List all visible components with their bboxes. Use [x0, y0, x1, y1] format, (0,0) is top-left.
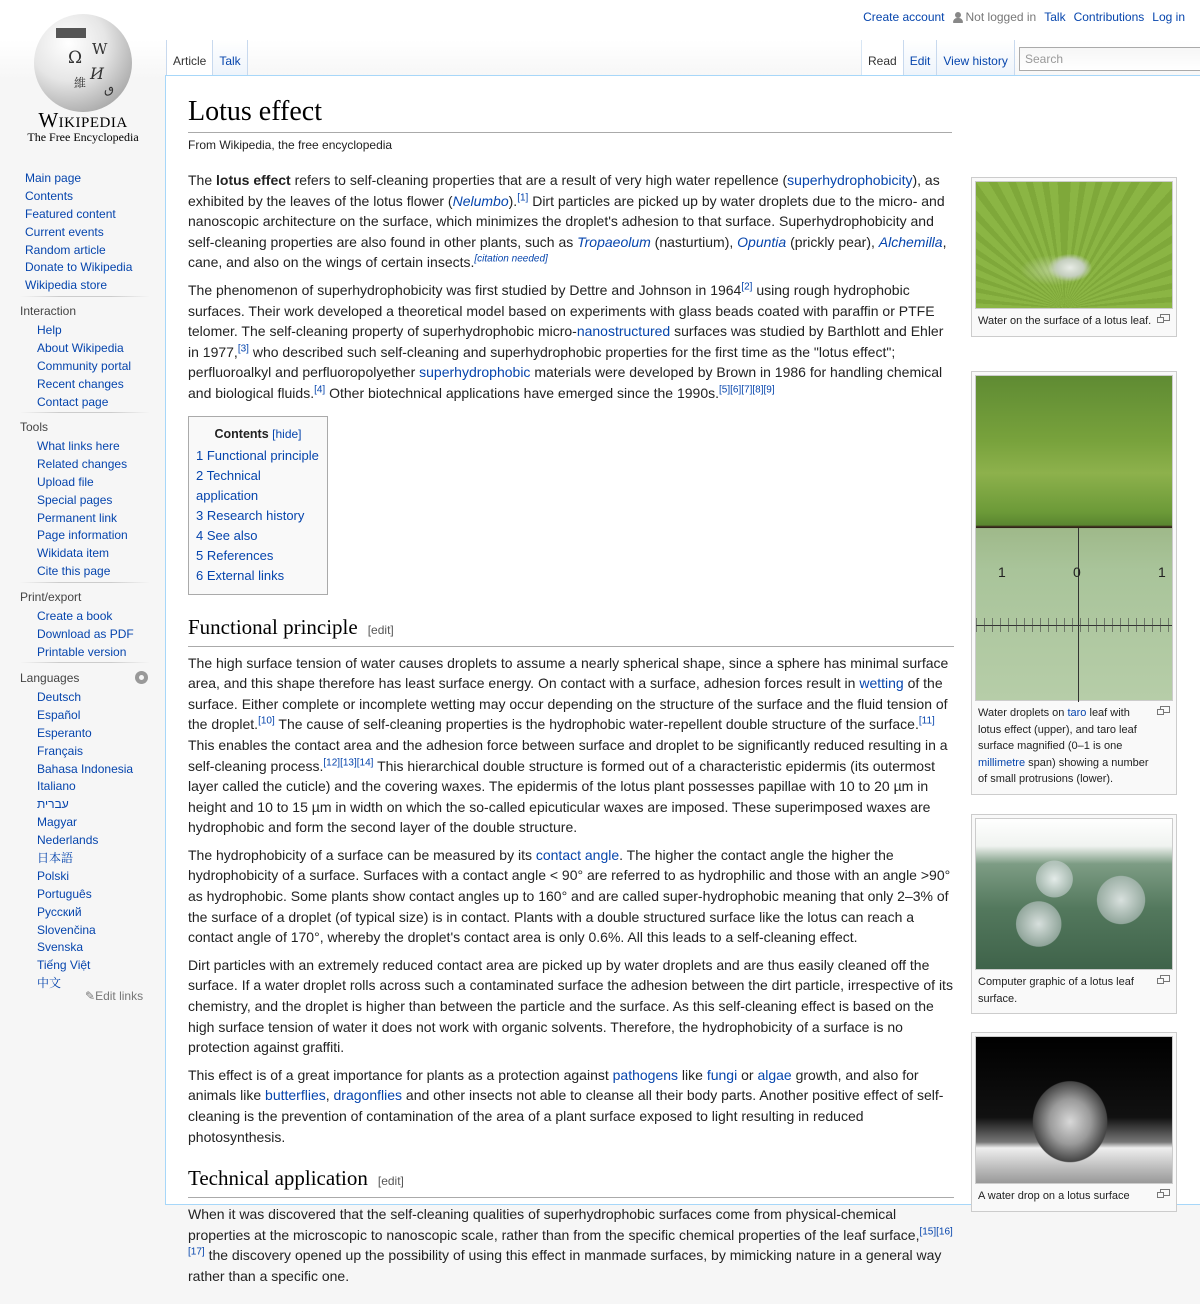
toc-link[interactable]: 6 External links	[196, 567, 285, 583]
citation-link[interactable]: [2]	[741, 281, 753, 293]
inline-link[interactable]: superhydrophobicity	[787, 172, 913, 188]
page-title: Lotus effect	[188, 94, 952, 133]
caption-text	[978, 976, 1134, 1005]
sidebar-interaction	[0, 304, 166, 411]
language-item-link[interactable]: Français	[37, 743, 84, 758]
language-item-link[interactable]: Polski	[37, 868, 70, 883]
text-run: leaf with lotus effect (upper), and taro leaf surface magnified (0–1 is one	[978, 707, 1137, 752]
sidebar-print-export	[0, 590, 166, 662]
sidebar-item-link[interactable]: Wikidata item	[37, 546, 110, 561]
citation-ref	[258, 716, 275, 727]
inline-link[interactable]: millimetre	[978, 756, 1026, 769]
language-item	[37, 868, 166, 886]
sidebar-item-link[interactable]: Page information	[37, 528, 128, 543]
sidebar-item-link[interactable]: Printable version	[37, 644, 127, 659]
language-item	[37, 814, 166, 832]
paragraph	[188, 170, 954, 273]
sidebar-item	[37, 644, 166, 662]
paragraph	[188, 653, 954, 838]
language-item-link[interactable]: עברית	[37, 797, 69, 812]
section-heading	[188, 613, 954, 647]
caption-text	[978, 1190, 1130, 1202]
citation-link[interactable]: [15][16][17]	[188, 1226, 953, 1258]
sidebar-item	[37, 510, 166, 528]
toc-item	[196, 546, 320, 566]
inline-link[interactable]: pathogens	[612, 1066, 679, 1083]
sidebar-item	[25, 259, 166, 277]
paragraph	[188, 280, 954, 404]
text-run: (prickly pear),	[786, 233, 879, 250]
scale-vertical-line	[1078, 528, 1079, 702]
sidebar-divider	[20, 662, 150, 663]
paragraph	[188, 1204, 954, 1286]
toc-link[interactable]: 5 References	[196, 547, 274, 563]
language-item-link[interactable]: Bahasa Indonesia	[37, 761, 134, 776]
inline-link[interactable]: fungi	[706, 1066, 738, 1083]
text-run: The cause of self-cleaning properties is the hydrophobic water-repellent double structure of the surface.	[274, 716, 919, 733]
enlarge-icon[interactable]	[1157, 314, 1169, 323]
inline-link[interactable]: Alchemilla	[878, 233, 943, 250]
sidebar-languages	[0, 671, 166, 993]
not-logged-in-label: Not logged in	[965, 10, 1037, 24]
citation-ref	[238, 343, 249, 354]
language-item-link[interactable]: Español	[37, 707, 81, 722]
inline-link[interactable]: dragonflies	[333, 1087, 403, 1104]
article-body	[188, 170, 954, 1304]
edit-links[interactable]	[85, 989, 143, 1003]
enlarge-icon[interactable]	[1157, 1189, 1169, 1198]
text-run: materials were developed by Brown in 1986 for handling chemical and biological fluids.	[188, 364, 943, 401]
language-item-link[interactable]: Svenska	[37, 940, 84, 955]
sidebar-item-link[interactable]: Create a book	[37, 609, 113, 623]
log-in-link[interactable]: Log in	[1152, 10, 1185, 24]
sidebar-item-link[interactable]: Cite this page	[37, 564, 111, 579]
text-run: A water drop on a lotus surface	[978, 1190, 1130, 1202]
text-run: , cane, and also on the wings of certain insects.	[188, 233, 947, 271]
citation-link[interactable]: [10]	[258, 715, 275, 727]
toc-heading: Contents	[214, 426, 269, 441]
citation-link[interactable]: [5][6][7][8][9]	[719, 384, 775, 396]
sidebar-item-link[interactable]: Donate to Wikipedia	[25, 260, 133, 275]
thumbnail-caption	[975, 309, 1173, 333]
water-drop-image[interactable]	[975, 1036, 1173, 1184]
thumbnail-water-drop	[971, 1032, 1177, 1212]
citation-ref	[517, 192, 528, 203]
toc-title	[196, 424, 320, 444]
text-run: Dirt particles are picked up by water droplets due to the micro- and nanoscopic architecture on the surface, which minimizes the droplet's adhesion to that surface. Superhydrophobicity and self-cleaning properties are also found in other plants, such as	[188, 192, 945, 250]
sidebar-item-link[interactable]: Contact page	[37, 394, 109, 409]
language-item	[37, 743, 166, 761]
text-run: The high surface tension of water causes droplets to assume a nearly spherical shape, since a sphere has minimal surface area, and this shape therefore has least surface energy. On contact with a surface, adhesion forces result in	[188, 654, 949, 692]
language-item	[37, 725, 166, 743]
tab-talk[interactable]: Talk	[213, 40, 247, 75]
citation-link[interactable]: [3]	[237, 343, 249, 355]
citation-ref	[719, 384, 775, 395]
sidebar-item	[37, 626, 166, 644]
citation-link[interactable]: [11]	[918, 715, 935, 727]
inline-link[interactable]: contact angle	[535, 846, 620, 863]
tab-read[interactable]: Read	[861, 40, 904, 75]
text-run: The hydrophobicity of a surface can be measured by its	[188, 846, 536, 863]
text-run: growth, and also for animals like	[188, 1066, 919, 1104]
language-item-link[interactable]: Deutsch	[37, 690, 82, 704]
not-logged-in-status	[953, 10, 1037, 24]
sidebar-item	[37, 527, 166, 545]
text-run: who described such self-cleaning and superhydrophobic properties for the first time as the "lotus effect"; perfluoroalkyl and perfluoropolyether	[188, 343, 896, 381]
sidebar-item-link[interactable]: Wikipedia store	[25, 278, 108, 293]
text-run: using rough hydrophobic surfaces. Their work developed a theoretical model based on experiments with glass beads coated with paraffin or PTFE telomer. The self-cleaning property of superhydrophobic micro-	[188, 281, 935, 340]
sidebar-item-link[interactable]: Featured content	[25, 206, 116, 221]
sidebar-item-link[interactable]: Upload file	[37, 474, 94, 489]
toc-link[interactable]: 4 See also	[196, 527, 258, 543]
namespace-tabs	[166, 40, 248, 75]
tab-edit[interactable]: Edit	[904, 40, 938, 75]
sidebar-item	[37, 376, 166, 394]
paragraph	[188, 1065, 954, 1147]
scale-label: 0	[1073, 564, 1081, 580]
language-settings-gear-icon[interactable]	[135, 671, 148, 684]
sidebar-item	[25, 170, 166, 188]
toc-link[interactable]: 2 Technical application	[196, 467, 261, 503]
language-item	[37, 778, 166, 796]
sidebar-item	[37, 492, 166, 510]
language-item-link[interactable]: Italiano	[37, 779, 76, 794]
sidebar-item	[25, 224, 166, 242]
text-run: ), as exhibited by the leaves of the lotus flower (	[188, 172, 940, 209]
thumbnail-lotus-leaf	[971, 177, 1177, 337]
text-run: or	[737, 1066, 758, 1083]
text-run: The	[188, 172, 217, 188]
view-tabs	[861, 40, 1015, 75]
lotus-surface-graphic-image[interactable]	[975, 818, 1173, 970]
sidebar-item	[37, 358, 166, 376]
toc-item	[196, 566, 320, 586]
text-run: When it was discovered that the self-cleaning qualities of superhydrophobic surfaces come from physical-chemical properties at the microscopic to nanoscopic scale, rather than from the specific chemical properties of the leaf surface,	[188, 1206, 920, 1243]
print-export-heading: Print/export	[20, 590, 82, 604]
sidebar-item	[37, 340, 166, 358]
puzzle-globe-icon: Ω W И 維 ٯ	[34, 14, 132, 112]
sidebar-item-link[interactable]: Special pages	[37, 492, 113, 507]
language-item	[37, 957, 166, 975]
thumbnail-computer-graphic	[971, 814, 1177, 1014]
site-tagline: From Wikipedia, the free encyclopedia	[188, 138, 393, 152]
sidebar-divider	[20, 296, 150, 297]
language-item-link[interactable]: Tiếng Việt	[37, 958, 91, 973]
contributions-link[interactable]: Contributions	[1073, 10, 1145, 24]
tools-heading: Tools	[20, 420, 49, 434]
language-item	[37, 761, 166, 779]
sidebar-item	[25, 242, 166, 260]
languages-heading: Languages	[20, 671, 80, 685]
text-run: Other biotechnical applications have emerged since the 1990s.	[325, 384, 720, 401]
toc-item	[196, 446, 320, 466]
pencil-icon: ✎	[85, 989, 96, 1003]
language-item-link[interactable]: 中文	[37, 976, 62, 991]
sidebar-item	[37, 322, 166, 340]
sidebar-item	[37, 608, 166, 626]
sidebar-item-link[interactable]: What links here	[37, 439, 120, 453]
sidebar-item	[37, 563, 166, 581]
lotus-leaf-water-image[interactable]	[975, 181, 1173, 309]
sidebar-item-link[interactable]: Community portal	[37, 358, 132, 373]
sidebar-item-link[interactable]: Current events	[25, 224, 104, 239]
sidebar-divider	[20, 412, 150, 413]
language-item-link[interactable]: Magyar	[37, 815, 78, 830]
language-item	[37, 904, 166, 922]
paragraph	[188, 955, 954, 1058]
sidebar-item-link[interactable]: Main page	[25, 171, 82, 185]
sidebar-item	[25, 277, 166, 295]
enlarge-icon[interactable]	[1157, 975, 1169, 984]
language-item-link[interactable]: Slovenčina	[37, 922, 96, 937]
text-run: Water droplets on	[978, 707, 1068, 719]
user-icon	[953, 12, 963, 23]
toc-link[interactable]: 1 Functional principle	[196, 447, 319, 463]
toc-hide-toggle[interactable]: [hide]	[272, 426, 302, 441]
language-item-link[interactable]: Português	[37, 886, 92, 901]
toc-item	[196, 466, 320, 506]
text-run: Computer graphic of a lotus leaf surface.	[978, 976, 1134, 1005]
thumbnail-caption	[975, 970, 1173, 1010]
inline-link[interactable]: taro	[1067, 707, 1087, 719]
citation-link[interactable]: [4]	[314, 384, 326, 396]
edit-links-label: Edit links	[95, 989, 144, 1003]
inline-link[interactable]: wetting	[859, 675, 904, 692]
text-run: and other insects not able to cleanse all their body parts. Another positive effect of self-cleaning is the prevention of contamination of the area of a plant surface exposed to light resulting in reduced photosynthesis.	[188, 1087, 944, 1145]
sidebar-item-link[interactable]: Help	[37, 323, 62, 337]
caption-text	[978, 707, 1149, 785]
sidebar-navigation	[0, 170, 166, 295]
sidebar-tools	[0, 420, 166, 581]
logo-wordmark: Wikipedia	[38, 108, 128, 132]
scale-label: 1	[998, 564, 1006, 580]
text-run: This enables the contact area and the adhesion force between surface and droplet to be significantly reduced resulting in a self-cleaning process.	[188, 736, 948, 774]
sidebar-item-link[interactable]: Related changes	[37, 456, 128, 471]
sidebar-item-link[interactable]: Random article	[25, 242, 106, 257]
logo-tagline: The Free Encyclopedia	[27, 130, 139, 144]
text-run: (nasturtium),	[650, 233, 738, 250]
search-input[interactable]	[1019, 47, 1200, 71]
inline-link[interactable]: Nelumbo	[452, 192, 509, 209]
caption-text	[978, 315, 1151, 327]
text-run: . The higher the contact angle the higher the hydrophobicity of a surface. Surfaces with a contact angle < 90° are referred to as hydrophilic and those with an angle >90° as hydrophobic. Some plants show contact angles up to 160° and are called super-hydrophobic meaning that only 2–3% of the surface of a droplet (of typical size) is in contact. Plants with a double structured surface like the lotus can reach a contact angle of 170°, whereby the droplet's contact area is only 0.6%. All this leads to a self-cleaning effect.	[188, 846, 951, 946]
text-run: surfaces was studied by Barthlott and Ehler in 1977,	[188, 323, 944, 360]
text-run: of the surface. Either complete or incomplete wetting may occur depending on the structure of the surface and the fluid tension of the droplet.	[188, 675, 948, 733]
text-run: the discovery opened up the possibility of using this effect in manmade surfaces, by mimicking nature in a general way rather than a specific one.	[188, 1247, 942, 1284]
text-run: Dirt particles with an extremely reduced contact area are picked up by water droplets and are thus easily cleaned off the surface. If a water droplet rolls across such a contaminated surface the adhesion between the dirt particle, irrespective of its chemistry, and the droplet is higher than between the particle and the surface. As this self-cleaning effect is based on the high surface tension of water it does not work with organic solvents. Therefore, the hydrophobicity of a surface is no protection against graffiti.	[188, 956, 953, 1056]
inline-link[interactable]: superhydrophobic	[419, 364, 531, 381]
toc-link[interactable]: 3 Research history	[196, 507, 305, 523]
sidebar-item	[25, 188, 166, 206]
citation-ref	[741, 281, 752, 292]
interaction-heading: Interaction	[20, 304, 77, 318]
sidebar-item-link[interactable]: Contents	[25, 188, 74, 203]
text-run: The phenomenon of superhydrophobicity was first studied by Dettre and Johnson in 1964	[188, 281, 742, 298]
text-run: refers to self-cleaning properties that are a result of very high water repellence (	[290, 172, 788, 188]
text-run: This effect is of a great importance for plants as a protection against	[188, 1066, 613, 1083]
citation-link[interactable]: [1]	[517, 191, 529, 203]
text-run: Water on the surface of a lotus leaf.	[978, 315, 1152, 327]
sidebar-item	[37, 474, 166, 492]
inline-link[interactable]: nanostructured	[576, 323, 671, 340]
sidebar-item-link[interactable]: About Wikipedia	[37, 340, 124, 355]
thumbnail-taro-leaf	[971, 371, 1177, 795]
language-item	[37, 886, 166, 904]
sidebar-item	[25, 206, 166, 224]
language-item	[37, 689, 166, 707]
language-item	[37, 922, 166, 940]
sidebar-item	[37, 545, 166, 563]
edit-section-link[interactable]: [edit]	[377, 1174, 404, 1189]
taro-leaf-droplets-image[interactable]	[975, 375, 1173, 701]
thumbnail-caption	[975, 1184, 1173, 1208]
personal-tools	[863, 10, 1185, 24]
sidebar-divider	[20, 582, 150, 583]
sidebar-item-link[interactable]: Download as PDF	[37, 626, 134, 641]
section-heading	[188, 1164, 954, 1198]
text-run: This hierarchical double structure is formed out of a characteristic epidermis (its outermost layer called the cuticle) and the covering waxes. The epidermis of the lotus plant possesses papillae with 10 to 20 µm in height and 10 to 15 µm in width on which the so-called epicuticular waxes are imposed. These superimposed waxes are hydrophobic and form the second layer of the double structure.	[188, 757, 935, 836]
sidebar-item	[37, 456, 166, 474]
inline-link[interactable]: Opuntia	[737, 233, 787, 250]
citation-ref	[314, 384, 325, 395]
section-title: Technical application	[188, 1166, 368, 1191]
language-item	[37, 850, 166, 868]
wikipedia-logo[interactable]	[0, 0, 166, 160]
create-account-link[interactable]: Create account	[863, 10, 945, 24]
table-of-contents	[188, 416, 328, 595]
sidebar-item-link[interactable]: Permanent link	[37, 510, 118, 525]
edit-section-link[interactable]: [edit]	[367, 622, 394, 637]
text-run: like	[678, 1066, 707, 1083]
inline-link[interactable]: butterflies	[265, 1087, 326, 1104]
citation-link[interactable]: [citation needed]	[474, 253, 548, 265]
enlarge-icon[interactable]	[1157, 706, 1169, 715]
language-item	[37, 832, 166, 850]
paragraph	[188, 845, 954, 948]
tab-view-history[interactable]: View history	[937, 40, 1014, 75]
text-run: ,	[325, 1087, 334, 1104]
section-title: Functional principle	[188, 614, 358, 639]
sidebar-item	[37, 438, 166, 456]
tab-article[interactable]: Article	[166, 40, 213, 75]
inline-link[interactable]: algae	[757, 1066, 792, 1083]
text-run: span) showing a number of small protrusions (lower).	[978, 756, 1149, 785]
language-item-link[interactable]: 日本語	[37, 851, 74, 866]
microscope-scale	[976, 618, 1172, 632]
language-item-link[interactable]: Esperanto	[37, 725, 92, 740]
text-run: ).	[508, 192, 518, 209]
citation-link[interactable]: [12][13][14]	[323, 756, 374, 768]
sidebar-item	[37, 394, 166, 412]
toc-item	[196, 506, 320, 526]
language-item	[37, 939, 166, 957]
citation-ref	[919, 716, 935, 727]
citation-ref	[323, 757, 373, 768]
toc-item	[196, 526, 320, 546]
inline-link[interactable]: Tropaeolum	[577, 233, 651, 250]
bold-term: lotus effect	[216, 172, 291, 188]
user-talk-link[interactable]: Talk	[1044, 10, 1066, 24]
language-item-link[interactable]: Nederlands	[37, 833, 99, 848]
scale-label: 1	[1158, 564, 1166, 580]
citation-ref	[474, 254, 547, 265]
sidebar-item-link[interactable]: Recent changes	[37, 376, 124, 391]
thumbnail-caption	[975, 701, 1173, 791]
language-item	[37, 707, 166, 725]
language-item-link[interactable]: Русский	[37, 904, 82, 919]
language-item	[37, 796, 166, 814]
